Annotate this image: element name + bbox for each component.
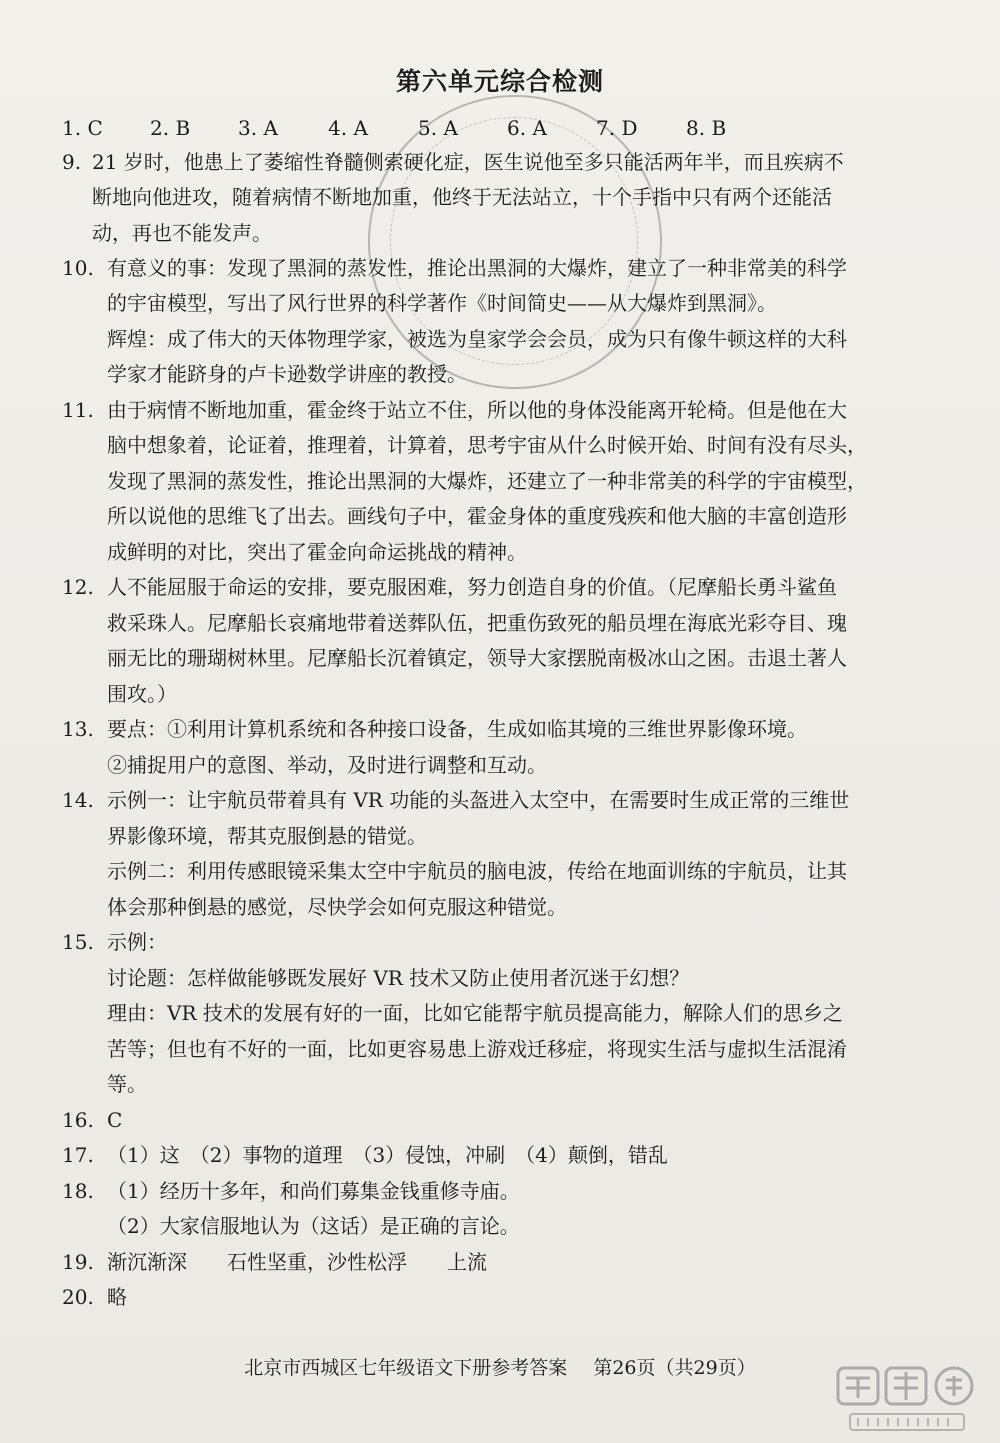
q9-line-2: 断地向他进攻，随着病情不断地加重，他终于无法站立，十个手指中只有两个还能活 xyxy=(92,185,832,209)
q13-line-2: ②捕捉用户的意图、举动，及时进行调整和互动。 xyxy=(107,753,547,777)
q17-line-1: （1）这 （2）事物的道理 （3）侵蚀，冲刷 （4）颠倒，错乱 xyxy=(107,1143,668,1167)
q11-line-1: 由于病情不断地加重，霍金终于站立不住，所以他的身体没能离开轮椅。但是他在大 xyxy=(107,398,847,422)
q12-number: 12. xyxy=(62,575,94,599)
mc-answer-8: 8. B xyxy=(686,116,727,140)
q15-number: 15. xyxy=(62,930,94,954)
mc-answer-4: 4. A xyxy=(328,116,368,140)
q14-line-3: 示例二：利用传感眼镜采集太空中宇航员的脑电波，传给在地面训练的宇航员，让其 xyxy=(107,859,847,883)
q12-line-2: 救采珠人。尼摩船长哀痛地带着送葬队伍，把重伤致死的船员埋在海底光彩夺目、瑰 xyxy=(107,611,847,635)
q11-number: 11. xyxy=(62,398,94,422)
q14-line-1: 示例一：让宇航员带着具有 VR 功能的头盔进入太空中，在需要时生成正常的三维世 xyxy=(107,788,850,812)
q14-line-2: 界影像环境，帮其克服倒悬的错觉。 xyxy=(107,824,427,848)
q20-number: 20. xyxy=(62,1285,94,1309)
q18-number: 18. xyxy=(62,1179,94,1203)
q9-line-1: 21 岁时，他患上了萎缩性脊髓侧索硬化症，医生说他至多只能活两年半，而且疾病不 xyxy=(92,150,844,174)
mc-answer-1: 1. C xyxy=(62,116,103,140)
q12-line-4: 围攻。） xyxy=(107,682,177,706)
q11-line-4: 所以说他的思维飞了出去。画线句子中，霍金身体的重度残疾和他大脑的丰富创造形 xyxy=(107,504,847,528)
q16-number: 16. xyxy=(62,1108,94,1132)
q11-line-2: 脑中想象着，论证着，推理着，计算着，思考宇宙从什么时候开始、时间有没有尽头， xyxy=(107,433,867,457)
q10-number: 10. xyxy=(62,256,94,280)
q15-line-3: 理由：VR 技术的发展有好的一面，比如它能帮宇航员提高能力，解除人们的思乡之 xyxy=(107,1001,843,1025)
q10-line-4: 学家才能跻身的卢卡逊数学讲座的教授。 xyxy=(107,362,467,386)
q19-number: 19. xyxy=(62,1250,94,1274)
q17-number: 17. xyxy=(62,1143,94,1167)
q18-line-1: （1）经历十多年，和尚们募集金钱重修寺庙。 xyxy=(107,1179,520,1203)
q15-line-2: 讨论题：怎样做能够既发展好 VR 技术又防止使用者沉迷于幻想？ xyxy=(107,966,690,990)
q9-line-3: 动，再也不能发声。 xyxy=(92,221,272,245)
site-watermark-logo xyxy=(832,1364,982,1436)
page-title: 第六单元综合检测 xyxy=(395,67,604,96)
q13-line-1: 要点：①利用计算机系统和各种接口设备，生成如临其境的三维世界影像环境。 xyxy=(107,717,807,741)
q11-line-5: 成鲜明的对比，突出了霍金向命运挑战的精神。 xyxy=(107,540,527,564)
q9-number: 9. xyxy=(62,150,82,174)
q10-line-2: 的宇宙模型，写出了风行世界的科学著作《时间简史——从大爆炸到黑洞》。 xyxy=(107,291,777,315)
q14-number: 14. xyxy=(62,788,94,812)
q20-line-1: 略 xyxy=(107,1285,127,1309)
mc-answer-7: 7. D xyxy=(596,116,638,140)
q19-line-1: 渐沉渐深 石性坚重，沙性松浮 上流 xyxy=(107,1250,487,1274)
q15-line-1: 示例： xyxy=(107,930,167,954)
mc-answer-5: 5. A xyxy=(418,116,458,140)
footer-page-number: 第26页（共29页） xyxy=(593,1357,756,1379)
q13-number: 13. xyxy=(62,717,94,741)
q18-line-2: （2）大家信服地认为（这话）是正确的言论。 xyxy=(107,1214,520,1238)
q12-line-3: 丽无比的珊瑚树林里。尼摩船长沉着镇定，领导大家摆脱南极冰山之困。击退土著人 xyxy=(107,646,847,670)
footer-book-title: 北京市西城区七年级语文下册参考答案 xyxy=(244,1357,568,1379)
q11-line-3: 发现了黑洞的蒸发性，推论出黑洞的大爆炸，还建立了一种非常美的科学的宇宙模型， xyxy=(107,469,867,493)
q15-line-5: 等。 xyxy=(107,1072,147,1096)
q10-line-1: 有意义的事：发现了黑洞的蒸发性，推论出黑洞的大爆炸，建立了一种非常美的科学 xyxy=(107,256,847,280)
q16-line-1: C xyxy=(107,1108,123,1132)
q10-line-3: 辉煌：成了伟大的天体物理学家，被选为皇家学会会员，成为只有像牛顿这样的大科 xyxy=(107,327,847,351)
mc-answer-2: 2. B xyxy=(150,116,191,140)
mc-answer-3: 3. A xyxy=(238,116,278,140)
q14-line-4: 体会那种倒悬的感觉，尽快学会如何克服这种错觉。 xyxy=(107,895,567,919)
mc-answer-6: 6. A xyxy=(507,116,547,140)
q12-line-1: 人不能屈服于命运的安排，要克服困难，努力创造自身的价值。（尼摩船长勇斗鲨鱼 xyxy=(107,575,837,599)
q15-line-4: 苦等；但也有不好的一面，比如更容易患上游戏迁移症，将现实生活与虚拟生活混淆 xyxy=(107,1037,847,1061)
